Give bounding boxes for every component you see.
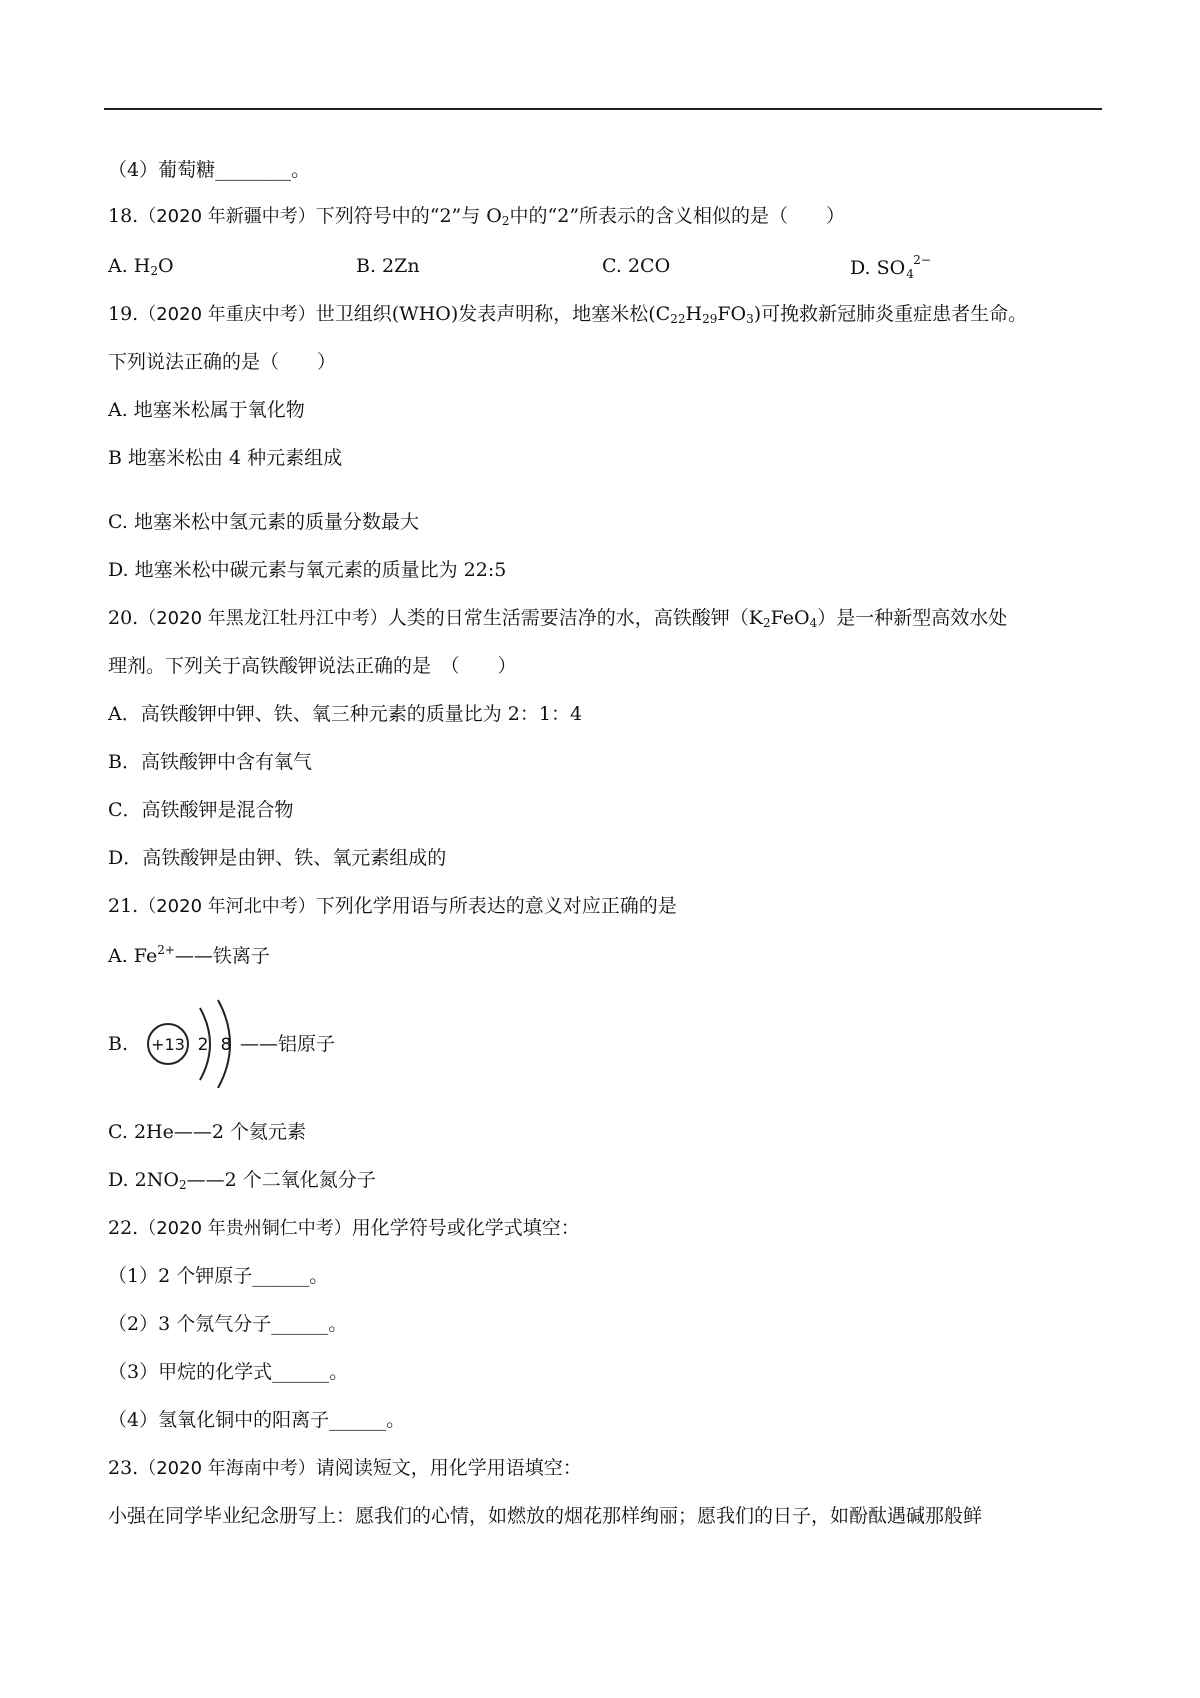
q18-option-d: D. SO 4 2− (850, 253, 931, 281)
q19-stem-line2: 下列说法正确的是（ ） (108, 351, 337, 373)
aluminum-atom-structure-diagram (140, 988, 240, 1088)
q17-item-4: （4）葡萄糖________。 (108, 159, 311, 181)
shell-1-electrons: 2 (197, 1035, 209, 1055)
q19-option-b: B 地塞米松由 4 种元素组成 (108, 447, 343, 469)
q19-option-d: D. 地塞米松中碳元素与氧元素的质量比为 22:5 (108, 559, 507, 581)
q20-option-d: D．高铁酸钾是由钾、铁、氧元素组成的 (108, 847, 447, 869)
q22-item-4: （4）氢氧化铜中的阳离子______。 (108, 1409, 406, 1431)
q22-stem: 22.（2020 年贵州铜仁中考）用化学符号或化学式填空： (108, 1217, 580, 1239)
q20-option-a: A．高铁酸钾中钾、铁、氧三种元素的质量比为 2：1：4 (108, 703, 583, 725)
q21-option-c: C. 2He——2 个氦元素 (108, 1121, 306, 1143)
q21-option-b-text: ——铝原子 (240, 1033, 336, 1055)
q22-item-2: （2）3 个氖气分子______。 (108, 1313, 348, 1335)
q21-option-a: A. $Fe^{2+}——$铁离子 (108, 943, 270, 967)
q18-stem: 18.（2020 年新疆中考）下列符号中的“2”与 $O_2$中的“2”所表示的含义相似的是（ ） (108, 205, 846, 228)
q19-stem: 19.（2020 年重庆中考）世卫组织(WHO)发表声明称，地塞米松$(C_{22}H_{29}FO_3)$可挽救新冠肺炎重症患者生命。 (108, 303, 1028, 326)
nucleus-charge: +13 (151, 1035, 185, 1054)
q22-item-1: （1）2 个钾原子______。 (108, 1265, 329, 1287)
shell-2-electrons: 8 (220, 1035, 232, 1055)
q18-option-a: A. $H_2O$ (108, 255, 174, 278)
q21-option-b-label: B. (108, 1033, 129, 1055)
q23-stem: 23.（2020 年海南中考）请阅读短文，用化学用语填空： (108, 1457, 582, 1479)
q20-option-b: B．高铁酸钾中含有氧气 (108, 751, 312, 773)
q21-option-d: D. $2NO_2——2$ 个二氧化氮分子 (108, 1169, 376, 1192)
q18-option-b: B. 2Zn (356, 255, 420, 277)
q21-stem: 21.（2020 年河北中考）下列化学用语与所表达的意义对应正确的是 (108, 895, 677, 917)
header-rule (104, 108, 1102, 110)
q20-stem: 20.（2020 年黑龙江牡丹江中考）人类的日常生活需要洁净的水，高铁酸钾$(K_2FeO_4)$是一种新型高效水处 (108, 607, 1008, 630)
q19-option-c: C. 地塞米松中氢元素的质量分数最大 (108, 511, 419, 533)
q22-item-3: （3）甲烷的化学式______。 (108, 1361, 349, 1383)
q23-text: 小强在同学毕业纪念册写上：愿我们的心情，如燃放的烟花那样绚丽；愿我们的日子，如酚酞遇碱那般鲜 (108, 1505, 983, 1527)
q18-option-c: C. 2CO (602, 255, 671, 277)
q19-option-a: A. 地塞米松属于氧化物 (108, 399, 305, 421)
q20-stem-line2: 理剂。下列关于高铁酸钾说法正确的是 （ ） (108, 655, 517, 677)
q20-option-c: C．高铁酸钾是混合物 (108, 799, 294, 821)
